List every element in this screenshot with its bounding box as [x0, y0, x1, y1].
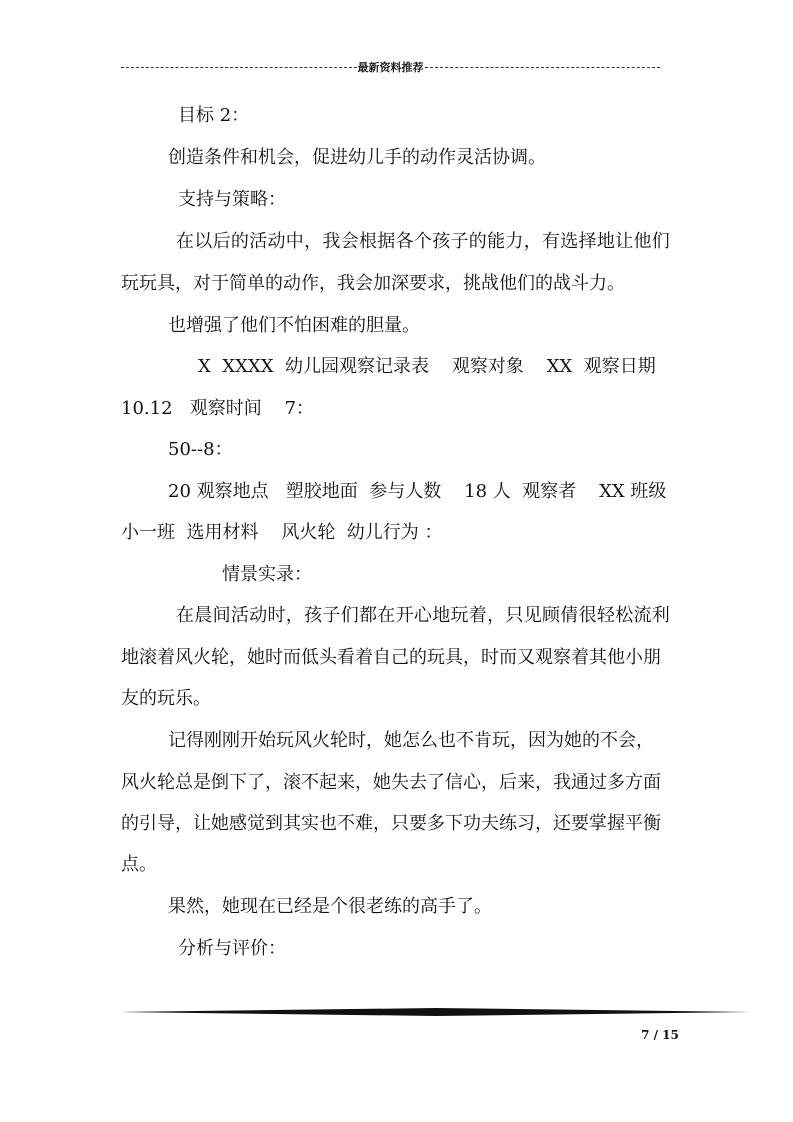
body-line: 点。	[121, 854, 157, 875]
body-line: 10.12 观察时间 7：	[121, 398, 315, 419]
body-line: 支持与策略：	[178, 189, 286, 210]
body-line: 情景实录：	[222, 564, 312, 585]
header-dash-right	[425, 67, 661, 68]
body-line: 友的玩乐。	[121, 688, 211, 709]
body-line: 玩玩具，对于简单的动作，我会加深要求，挑战他们的战斗力。	[121, 273, 625, 294]
body-line: 地滚着风火轮，她时而低头看着自己的玩具，时而又观察着其他小朋	[121, 647, 661, 668]
body-line: 分析与评价：	[178, 938, 286, 959]
body-line: 在晨间活动时，孩子们都在开心地玩着，只见顾倩很轻松流利	[176, 605, 671, 626]
body-line: 目标 2：	[178, 105, 250, 126]
body-line: 20 观察地点 塑胶地面 参与人数 18 人 观察者 XX 班级	[168, 481, 667, 502]
footer-rule-shape	[121, 1008, 751, 1016]
footer-rule	[121, 1005, 751, 1019]
body-line: 小一班 选用材料 风火轮 幼儿行为 ：	[121, 522, 443, 543]
body-line: X XXXX 幼儿园观察记录表 观察对象 XX 观察日期	[198, 356, 656, 377]
body-line: 创造条件和机会，促进幼儿手的动作灵活协调。	[168, 147, 546, 168]
body-line: 风火轮总是倒下了，滚不起来，她失去了信心，后来，我通过多方面	[121, 772, 661, 793]
page-number: 7 / 15	[641, 1028, 679, 1042]
header-dash-left	[121, 67, 357, 68]
body-line: 果然，她现在已经是个很老练的高手了。	[168, 896, 492, 917]
body-line: 50--8：	[168, 439, 233, 460]
body-line: 在以后的活动中，我会根据各个孩子的能力，有选择地让他们	[176, 231, 671, 252]
body-line: 的引导，让她感觉到其实也不难，只要多下功夫练习，还要掌握平衡	[121, 813, 661, 834]
header-title: 最新资料推荐	[357, 61, 424, 74]
page-header	[121, 58, 660, 76]
body-line: 记得刚刚开始玩风火轮时，她怎么也不肯玩，因为她的不会，	[168, 730, 654, 751]
body-line: 也增强了他们不怕困难的胆量。	[168, 315, 420, 336]
